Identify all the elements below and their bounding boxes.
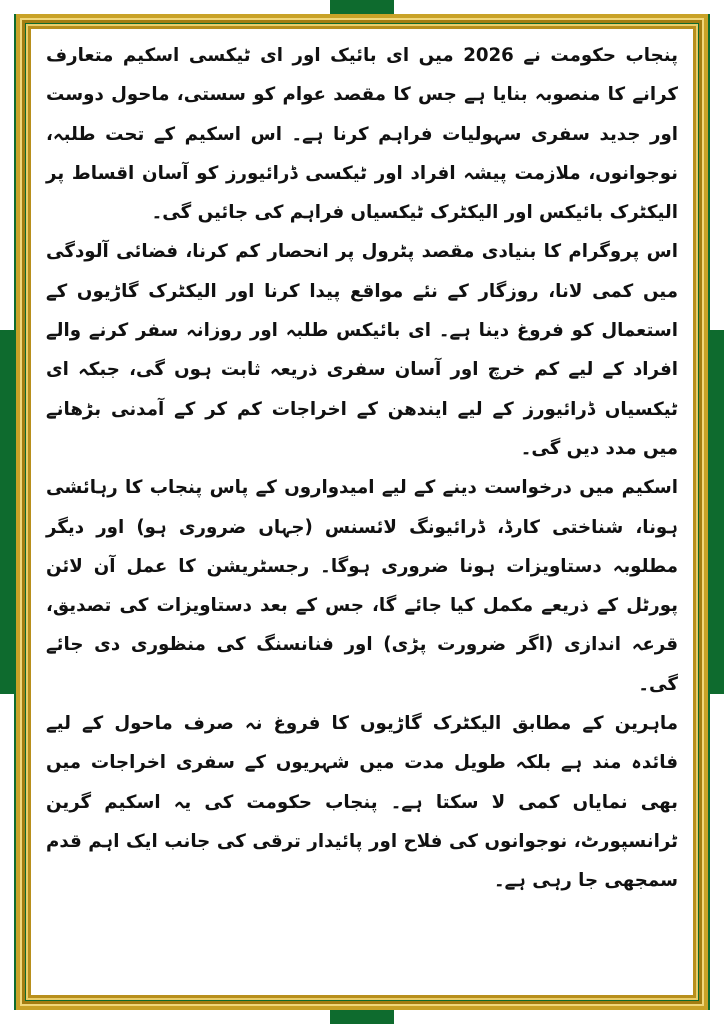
corner-accent-top-right xyxy=(710,0,724,330)
paragraph-1: پنجاب حکومت نے 2026 میں ای بائیک اور ای ٹیکسی اسکیم متعارف کرانے کا منصوبہ بنایا ہے جس کا مقصد عوام کو سستی، ماحول دوست اور جدید سفری سہولیات فراہم کرنا ہے۔ اس اسکیم کے تحت طلبہ، نوجوانوں، ملازمت پیشہ افراد اور ٹیکسی ڈرائیورز کو آسان اقساط پر الیکٹرک بائیکس اور الیکٹرک ٹیکسیاں فراہم کی جائیں گی۔ xyxy=(46,45,678,224)
corner-accent-top-left-h xyxy=(0,0,330,14)
corner-accent-top-right-h xyxy=(394,0,724,14)
paragraph-3: اسکیم میں درخواست دینے کے لیے امیدواروں کے پاس پنجاب کا رہائشی ہونا، شناختی کارڈ، ڈرائیونگ لائسنس (جہاں ضروری ہو) اور دیگر مطلوبہ دستاویزات ہونا ضروری ہوگا۔ رجسٹریشن کا عمل آن لائن پورٹل کے ذریعے مکمل کیا جائے گا، جس کے بعد دستاویزات کی تصدیق، قرعہ اندازی (اگر ضرورت پڑی) اور فنانسنگ کی منظوری دی جائے گی۔ xyxy=(46,477,678,695)
paragraph-4: ماہرین کے مطابق الیکٹرک گاڑیوں کا فروغ نہ صرف ماحول کے لیے فائدہ مند ہے بلکہ طویل مدت میں شہریوں کے سفری اخراجات میں بھی نمایاں کمی لا سکتا ہے۔ پنجاب حکومت کی یہ اسکیم گرین ٹرانسپورٹ، نوجوانوں کی فلاح اور پائیدار ترقی کی جانب ایک اہم قدم سمجھی جا رہی ہے۔ xyxy=(46,713,678,892)
corner-accent-bottom-left xyxy=(0,694,14,1024)
article-body xyxy=(46,36,678,988)
corner-accent-top-left xyxy=(0,0,14,330)
corner-accent-bottom-right-h xyxy=(394,1010,724,1024)
corner-accent-bottom-left-h xyxy=(0,1010,330,1024)
corner-accent-bottom-right xyxy=(710,694,724,1024)
paragraph-2: اس پروگرام کا بنیادی مقصد پٹرول پر انحصار کم کرنا، فضائی آلودگی میں کمی لانا، روزگار کے نئے مواقع پیدا کرنا اور الیکٹرک گاڑیوں کے استعمال کو فروغ دینا ہے۔ ای بائیکس طلبہ اور روزانہ سفر کرنے والے افراد کے لیے کم خرچ اور آسان سفری ذریعہ ثابت ہوں گی، جبکہ ای ٹیکسیاں ڈرائیورز کے لیے ایندھن کے اخراجات کم کر کے آمدنی بڑھانے میں مدد دیں گی۔ xyxy=(46,241,678,459)
